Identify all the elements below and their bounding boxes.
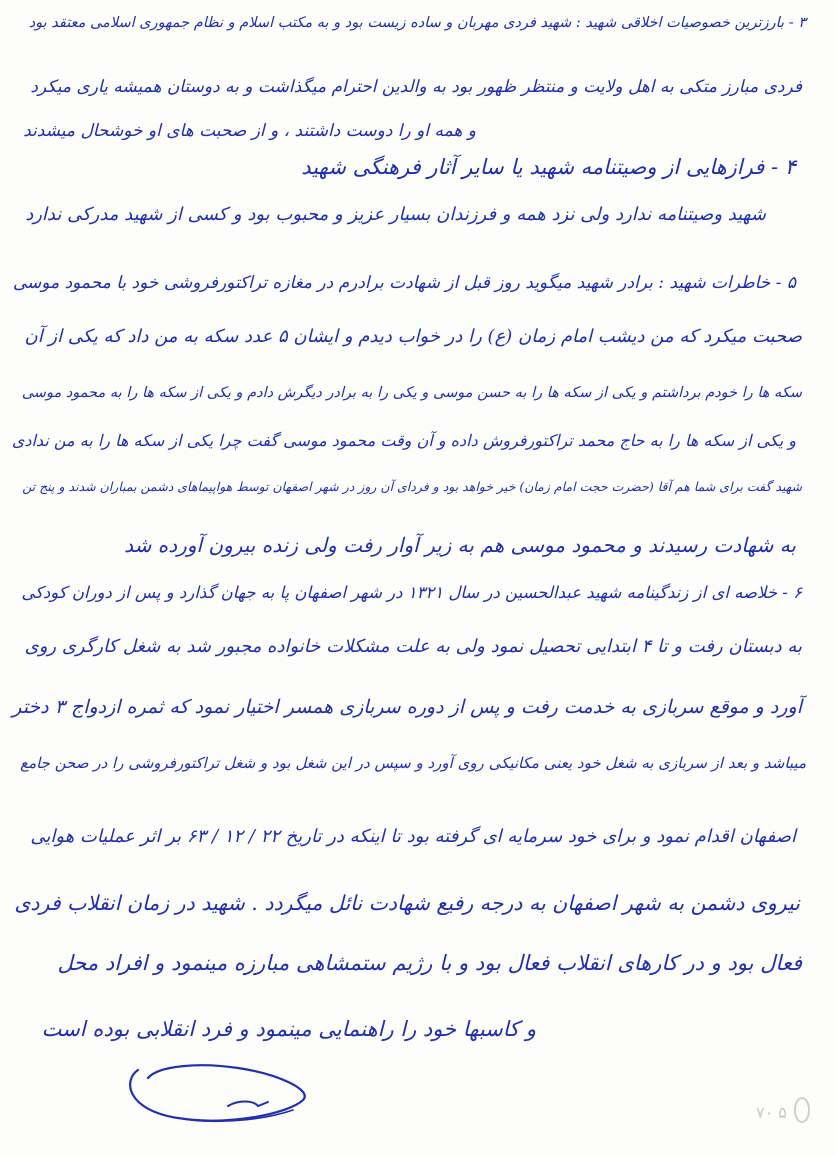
svg-text:۷۰ ۵: ۷۰ ۵ (756, 1103, 787, 1122)
text-line-15: میباشد و بعد از سربازی به شغل خود یعنی مکانیکی روی آورد و سپس در این شغل بود و شغل تراکتورفروشی را در صحن جامع (20, 754, 806, 772)
text-line-19: و کاسبها خود را راهنمایی مینمود و فرد انقلابی بوده است (41, 1017, 536, 1041)
text-line-12: ۶ - خلاصه ای از زندگینامه شهید عبدالحسین در سال ۱۳۲۱ در شهر اصفهان پا به جهان گذارد و پس از دوران کودکی (21, 583, 802, 602)
text-line-18: فعال بود و در کارهای انقلاب فعال بود و با رژیم ستمشاهی مبارزه مینمود و افراد محل (57, 951, 802, 975)
corner-page-mark (740, 1090, 820, 1130)
text-line-4: ۴ - فرازهایی از وصیتنامه شهید یا سایر آثار فرهنگی شهید (301, 155, 796, 179)
text-line-17: نیروی دشمن به شهر اصفهان به درجه رفیع شهادت نائل میگردد . شهید در زمان انقلاب فردی (14, 891, 800, 915)
text-line-13: به دبستان رفت و تا ۴ ابتدایی تحصیل نمود ولی به علت مشکلات خانواده مجبور شد به شغل کارگری روی (24, 636, 802, 657)
text-line-9: و یکی از سکه ها را به حاج محمد تراکتورفروش داده و آن وقت محمود موسی گفت چرا یکی از سکه ها را به من ندادی (11, 431, 796, 450)
text-line-14: آورد و موقع سربازی به خدمت رفت و پس از دوره سربازی همسر اختیار نمود که ثمره ازدواج ۳ دختر (12, 696, 802, 718)
signature-scribble (118, 1040, 318, 1130)
text-line-6: ۵ - خاطرات شهید : برادر شهید میگوید روز قبل از شهادت برادرم در مغازه تراکتورفروشی خود با محمود موسی (12, 273, 796, 293)
text-line-7: صحبت میکرد که من دیشب امام زمان (ع) را در خواب دیدم و ایشان ۵ عدد سکه به من داد که یکی از آن (24, 326, 802, 347)
text-line-10: شهید گفت برای شما هم آقا (حضرت حجت امام زمان) خیر خواهد بود و فردای آن روز در شهر اصفهان توسط هواپیماهای دشمن بمباران شدند و پنج تن (22, 479, 802, 494)
text-line-2: فردی مبارز متکی به اهل ولایت و منتظر ظهور بود به والدین احترام میگذاشت و به دوستان همیشه یاری میکرد (30, 77, 802, 97)
text-line-11: به شهادت رسیدند و محمود موسی هم به زیر آوار رفت ولی زنده بیرون آورده شد (124, 533, 796, 557)
text-line-16: اصفهان اقدام نمود و برای خود سرمایه ای گرفته بود تا اینکه در تاریخ ۲۲ / ۱۲ / ۶۳ بر اثر عملیات هوایی (30, 826, 796, 847)
text-line-3: و همه او را دوست داشتند ، و از صحبت های او خوشحال میشدند (23, 121, 476, 141)
text-line-8: سکه ها را خودم برداشتم و یکی از سکه ها را به حسن موسی و یکی را به برادر دیگرش دادم و یکی از سکه ها را به محمود موسی (21, 385, 802, 401)
text-line-1: ۳ - بارزترین خصوصیات اخلاقی شهید : شهید فردی مهربان و ساده زیست بود و به مکتب اسلام و نظام جمهوری اسلامی معتقد بود (28, 15, 806, 31)
text-line-5: شهید وصیتنامه ندارد ولی نزد همه و فرزندان بسیار عزیز و محبوب بود و کسی از شهید مدرکی ندارد (25, 204, 766, 225)
